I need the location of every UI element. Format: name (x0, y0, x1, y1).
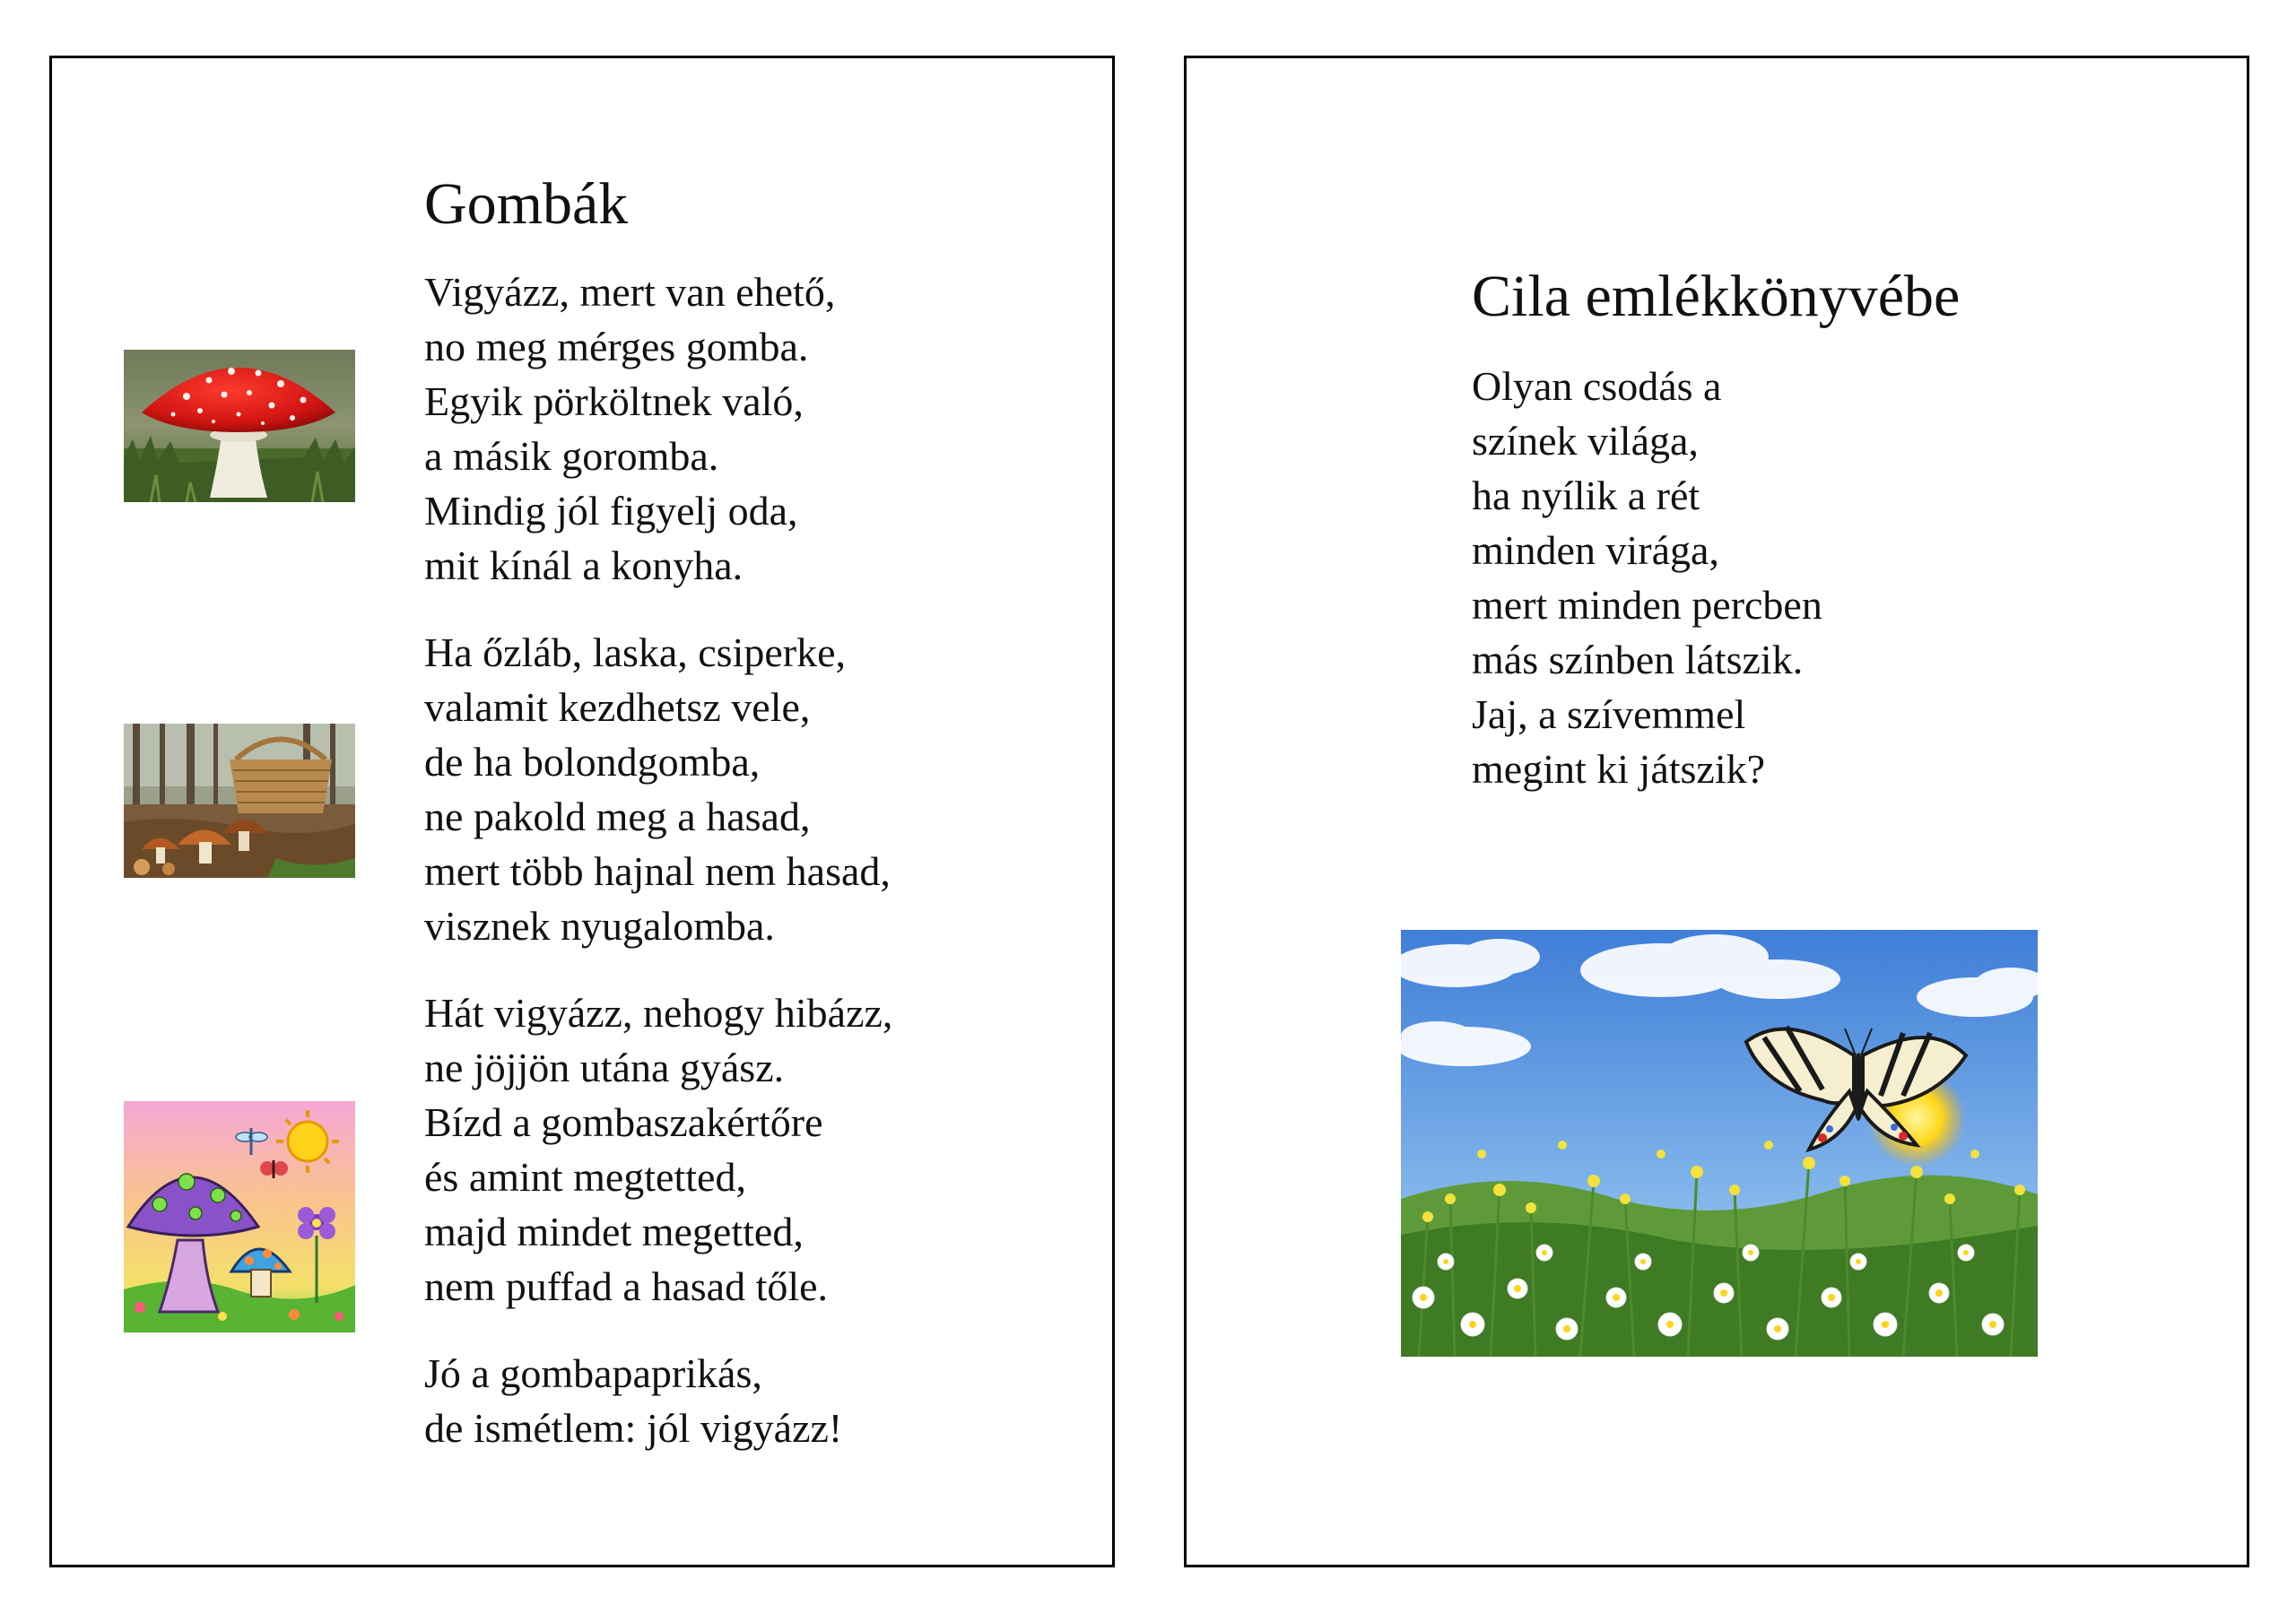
poem-line: színek világa, (1472, 418, 1699, 464)
poem-line: más színben látszik. (1472, 637, 1804, 682)
fly-agaric-photo (124, 350, 355, 502)
mushroom-cartoon-illustration (124, 1101, 355, 1332)
poem-line: Ha őzláb, laska, csiperke, (424, 629, 847, 675)
poem-line: visznek nyugalomba. (424, 903, 775, 949)
poem-line: mert több hajnal nem hasad, (424, 848, 891, 894)
poem-line: minden virága, (1472, 527, 1719, 573)
poem-line: Egyik pörköltnek való, (424, 378, 804, 424)
poem-line: Olyan csodás a (1472, 363, 1722, 409)
poem-line: ne jöjjön utána gyász. (424, 1045, 785, 1090)
poem-line: ha nyílik a rét (1472, 473, 1700, 518)
poem-line: de ismétlem: jól vigyázz! (424, 1405, 843, 1451)
poem-line: Vigyázz, mert van ehető, (424, 269, 836, 315)
poem-line: ne pakold meg a hasad, (424, 794, 811, 839)
poem-line: a másik goromba. (424, 433, 719, 479)
stanza-1 (1472, 359, 1822, 796)
poem-title: Gombák (424, 171, 629, 237)
poem-line: mert minden percben (1472, 582, 1822, 628)
mushroom-basket-photo (124, 724, 355, 878)
stanza-3 (424, 985, 892, 1314)
poem-line: Hát vigyázz, nehogy hibázz, (424, 990, 893, 1036)
poem-line: majd mindet megetted, (424, 1209, 804, 1254)
poem-line: megint ki játszik? (1472, 746, 1766, 792)
poem-line: Bízd a gombaszakértőre (424, 1099, 823, 1145)
poem-line: no meg mérges gomba. (424, 324, 809, 369)
poem-title: Cila emlékkönyvébe (1472, 264, 1961, 329)
poem-line: nem puffad a hasad tőle. (424, 1263, 829, 1309)
poem-line: mit kínál a konyha. (424, 542, 744, 588)
stanza-1 (424, 265, 835, 593)
left-page (49, 56, 1115, 1567)
stanza-2 (424, 625, 891, 953)
poem-line: és amint megtetted, (424, 1154, 746, 1200)
poem-line: valamit kezdhetsz vele, (424, 684, 811, 730)
right-page (1184, 56, 2249, 1567)
poem-line: Jaj, a szívemmel (1472, 691, 1746, 737)
butterfly-meadow-photo (1401, 930, 2038, 1357)
stanza-4 (424, 1346, 842, 1455)
poem-line: Mindig jól figyelj oda, (424, 488, 798, 534)
poem-line: de ha bolondgomba, (424, 739, 761, 785)
poem-line: Jó a gombapaprikás, (424, 1350, 762, 1396)
